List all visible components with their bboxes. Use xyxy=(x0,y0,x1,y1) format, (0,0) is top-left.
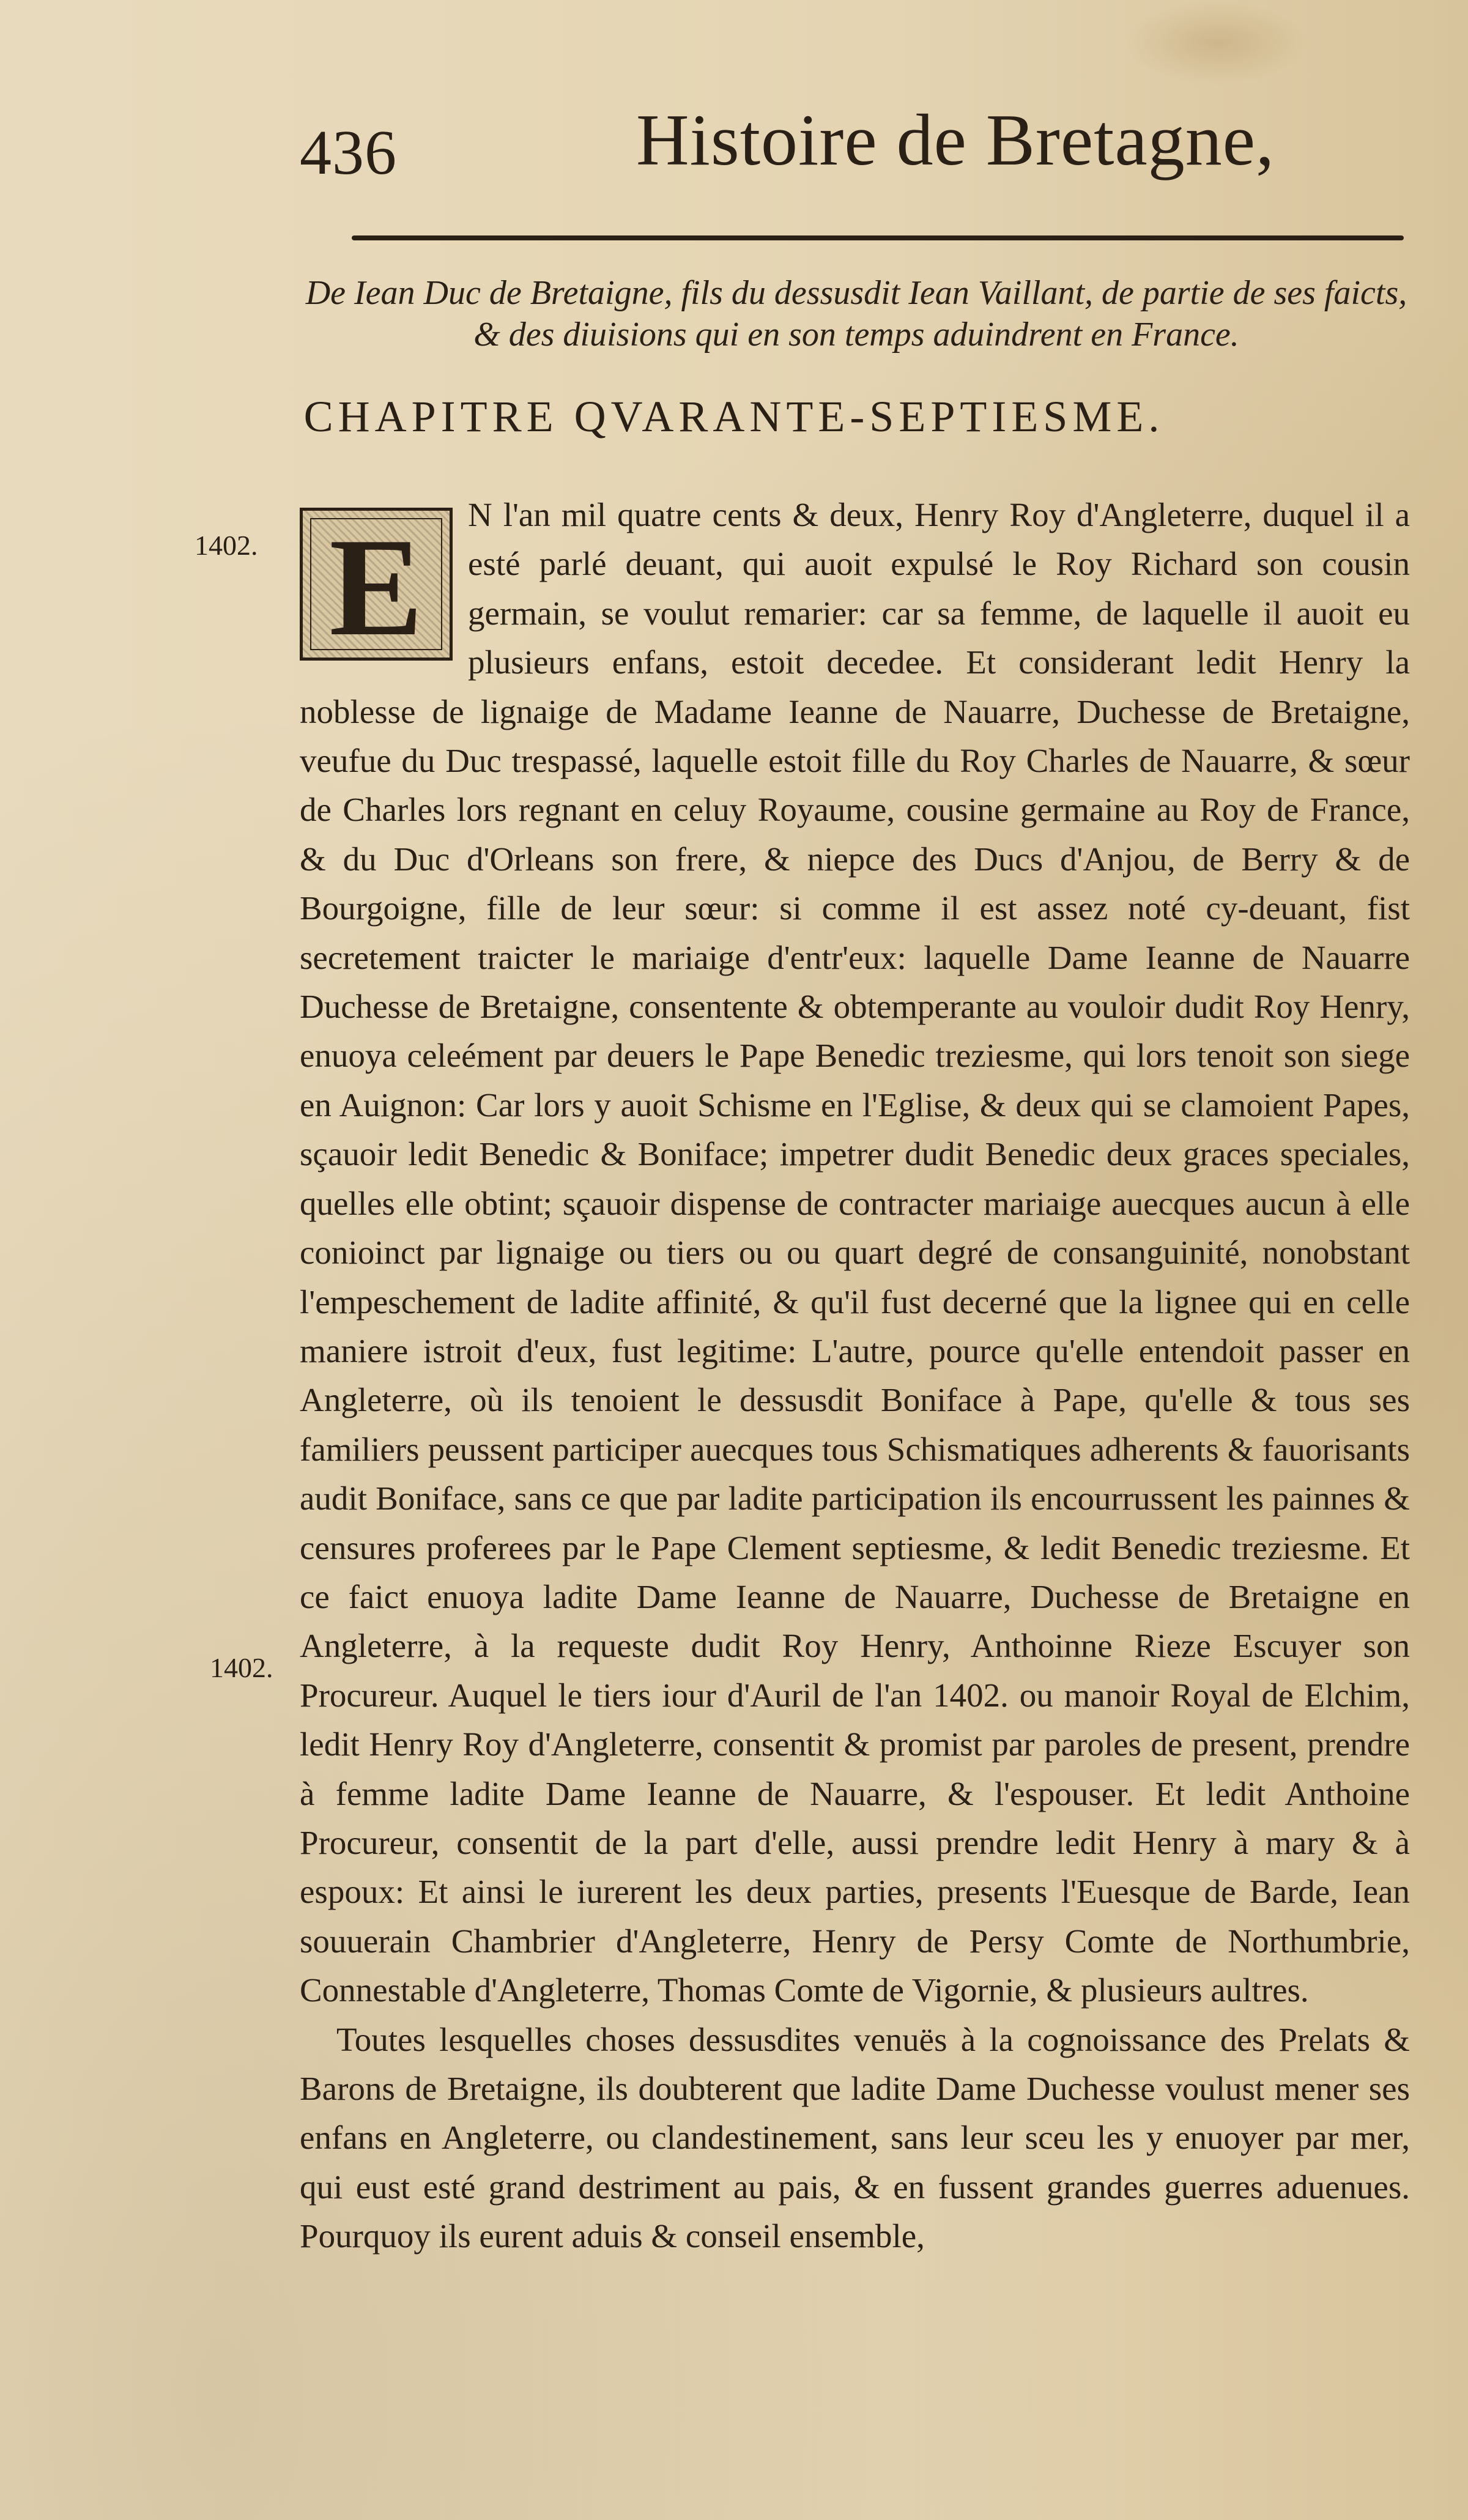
body-text xyxy=(300,491,1410,2261)
initial-letter: E xyxy=(329,509,423,665)
header-rule xyxy=(352,235,1404,240)
paper-stain xyxy=(1125,0,1309,86)
paragraph xyxy=(300,491,1410,2015)
running-title: Histoire de Bretagne, xyxy=(636,99,1275,180)
margin-note-year: 1402. xyxy=(210,1652,273,1683)
chapter-title: CHAPITRE QVARANTE-SEPTIESME. xyxy=(303,392,1165,441)
page-number: 436 xyxy=(300,117,397,188)
chapter-summary: De Iean Duc de Bretaigne, fils du dessusdit Iean Vaillant, de partie de ses faicts, & des diuisions qui en son temps aduindrent en France. xyxy=(305,274,1407,354)
paragraph-text: N l'an mil quatre cents & deux, Henry Roy d'Angleterre, duquel il a esté parlé deuant, qui auoit expulsé le Roy Richard son cousin germain, se voulut remarier: car sa femme, de laquelle il auoit eu plusieurs enfans, estoit decedee. Et considerant ledit Henry la noblesse de lignaige de Madame Ieanne de Nauarre, Duchesse de Bretaigne, veufue du Duc trespassé, laquelle estoit fille du Roy Charles de Nauarre, & sœur de Charles lors regnant en celuy Royaume, cousine germaine au Roy de France, & du Duc d'Orleans son frere, & niepce des Ducs d'Anjou, de Berry & de Bourgoigne, fille de leur sœur: si comme il est assez noté cy-deuant, fist secretement traicter le mariaige d'entr'eux: laquelle Dame Ieanne de Nauarre Duchesse de Bretaigne, consentente & obtemperante au vouloir dudit Roy Henry, enuoya celeément par deuers le Pape Benedic treziesme, qui lors tenoit son siege en Auignon: Car lors y auoit Schisme en l'Eglise, & deux qui se clamoient Papes, sçauoir ledit Benedic & Boniface; impetrer dudit Benedic deux graces speciales, quelles elle obtint; sçauoir dispense de contracter mariaige auecques aucun à elle conioinct par lignaige ou tiers ou ou quart degré de consanguinité, nonobstant l'empeschement de ladite affinité, & qu'il fust decerné que la lignee qui en celle maniere istroit d'eux, fust legitime: L'autre, pource qu'elle entendoit passer en Angleterre, où ils tenoient le dessusdit Boniface à Pape, qu'elle & tous ses familiers peussent participer auecques tous Schismatiques adherents & fauorisants audit Boniface, sans ce que par ladite participation ils encourrussent les painnes & censures proferees par le Pape Clement septiesme, & ledit Benedic treziesme. Et ce faict enuoya ladite Dame Ieanne de Nauarre, Duchesse de Bretaigne en Angleterre, à la requeste dudit Roy Henry, Anthoinne Rieze Escuyer son Procureur. Auquel le tiers iour d'Auril de l'an 1402. ou manoir Royal de Elchim, ledit Henry Roy d'Angleterre, consentit & promist par paroles de present, prendre à femme ladite Dame Ieanne de Nauarre, & l'espouser. Et ledit Anthoine Procureur, consentit de la part d'elle, aussi prendre ledit Henry à mary & à espoux: Et ainsi le iurerent les deux parties, presents l'Euesque de Barde, Iean souuerain Chambrier d'Angleterre, Henry de Persy Comte de Northumbrie, Connestable d'Angleterre, Thomas Comte de Vigornie, & plusieurs aultres. xyxy=(300,496,1410,2009)
decorated-initial xyxy=(300,508,453,665)
paragraph: Toutes lesquelles choses dessusdites venuës à la cognoissance des Prelats & Barons de Bretaigne, ils doubterent que ladite Dame Duchesse voulust mener ses enfans en Angleterre, ou clandestinement, sans leur sceu les y enuoyer par mer, qui eust esté grand destriment au pais, & en fussent grandes guerres aduenues. Pourquoy ils eurent aduis & conseil ensemble, xyxy=(300,2020,1410,2255)
margin-note-year: 1402. xyxy=(195,530,258,561)
